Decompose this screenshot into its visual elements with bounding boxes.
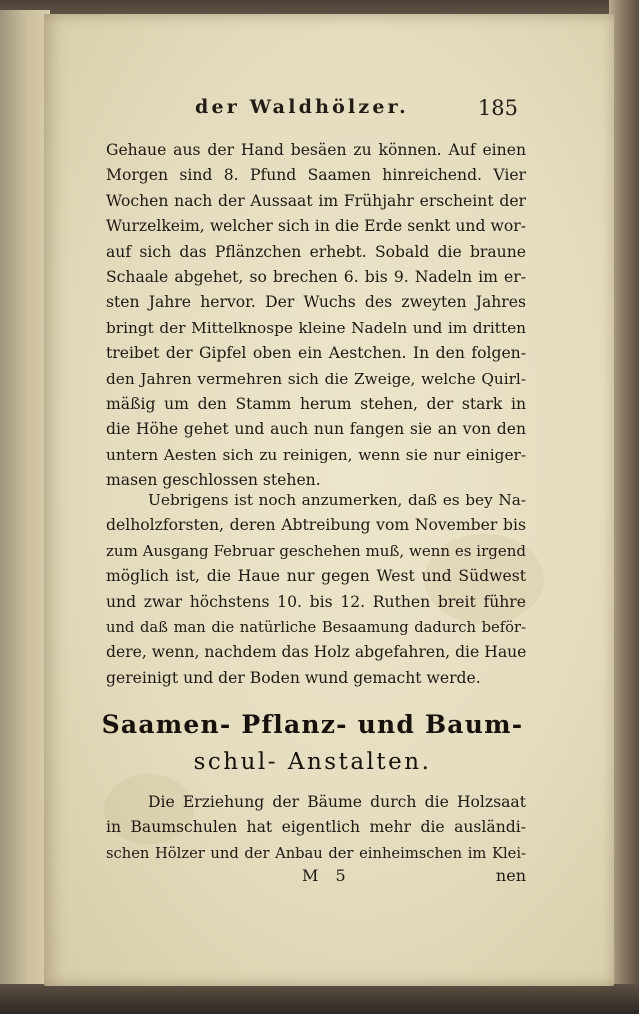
text-line: und zwar höchstens 10. bis 12. Ruthen breit führe: [106, 592, 526, 611]
section-heading-line-1: Saamen- Pflanz- und Baum-: [101, 710, 524, 739]
paragraph-1: [106, 138, 526, 493]
text-line: zum Ausgang Februar geschehen muß, wenn es irgend: [106, 541, 526, 560]
text-line: Wurzelkeim, welcher sich in die Erde senkt und wor-: [106, 217, 526, 236]
text-line: treibet der Gipfel oben ein Aestchen. In den folgen-: [106, 344, 526, 363]
text-line: möglich ist, die Haue nur gegen West und Südwest: [106, 567, 526, 586]
text-line: dere, wenn, nachdem das Holz abgefahren, die Haue: [106, 643, 527, 662]
text-line: mäßig um den Stamm herum stehen, der stark in: [106, 394, 526, 413]
catchword: nen: [495, 866, 526, 885]
facing-page-gutter: [0, 10, 50, 1000]
text-line: Uebrigens ist noch anzumerken, daß es bey Na-: [148, 491, 526, 509]
text-line: den Jahren vermehren sich die Zweige, welche Quirl-: [106, 369, 526, 388]
text-line: Wochen nach der Aussaat im Frühjahr erscheint der: [106, 191, 526, 210]
paragraph-2: [106, 488, 526, 691]
text-line: die Höhe gehet und auch nun fangen sie an von den: [106, 420, 526, 439]
text-line: Schaale abgehet, so brechen 6. bis 9. Nadeln im er-: [106, 267, 526, 286]
signature-mark: M 5: [302, 866, 352, 885]
text-line: Die Erziehung der Bäume durch die Holzsaat: [148, 793, 526, 811]
text-line: bringt der Mittelknospe kleine Nadeln und im dritten: [106, 318, 526, 337]
text-line: delholzforsten, deren Abtreibung vom November bis: [106, 516, 526, 535]
page-number: 185: [477, 96, 518, 120]
text-line: untern Aesten sich zu reinigen, wenn sie nur einiger-: [106, 445, 526, 464]
section-heading: [100, 706, 525, 780]
running-title: der Waldhölzer.: [195, 96, 409, 118]
paragraph-3: [106, 790, 526, 866]
text-line: in Baumschulen hat eigentlich mehr die ausländi-: [106, 818, 526, 837]
book-bottom-edge: [0, 984, 639, 1014]
page-footer: [106, 866, 526, 894]
text-line: Gehaue aus der Hand besäen zu können. Auf einen: [106, 141, 526, 159]
text-line: gereinigt und der Boden wund gemacht werde.: [106, 668, 481, 687]
section-heading-line-2: schul- Anstalten.: [193, 749, 432, 775]
text-line: schen Hölzer und der Anbau der einheimschen im Klei-: [106, 844, 526, 862]
text-line: masen geschlossen stehen.: [106, 471, 321, 490]
text-line: Morgen sind 8. Pfund Saamen hinreichend. Vier: [106, 166, 526, 185]
text-line: und daß man die natürliche Besaamung dadurch beför-: [106, 618, 526, 636]
text-line: sten Jahre hervor. Der Wuchs des zweyten Jahres: [106, 293, 526, 312]
text-line: auf sich das Pflänzchen erhebt. Sobald die braune: [106, 242, 526, 261]
running-head: [100, 96, 520, 126]
